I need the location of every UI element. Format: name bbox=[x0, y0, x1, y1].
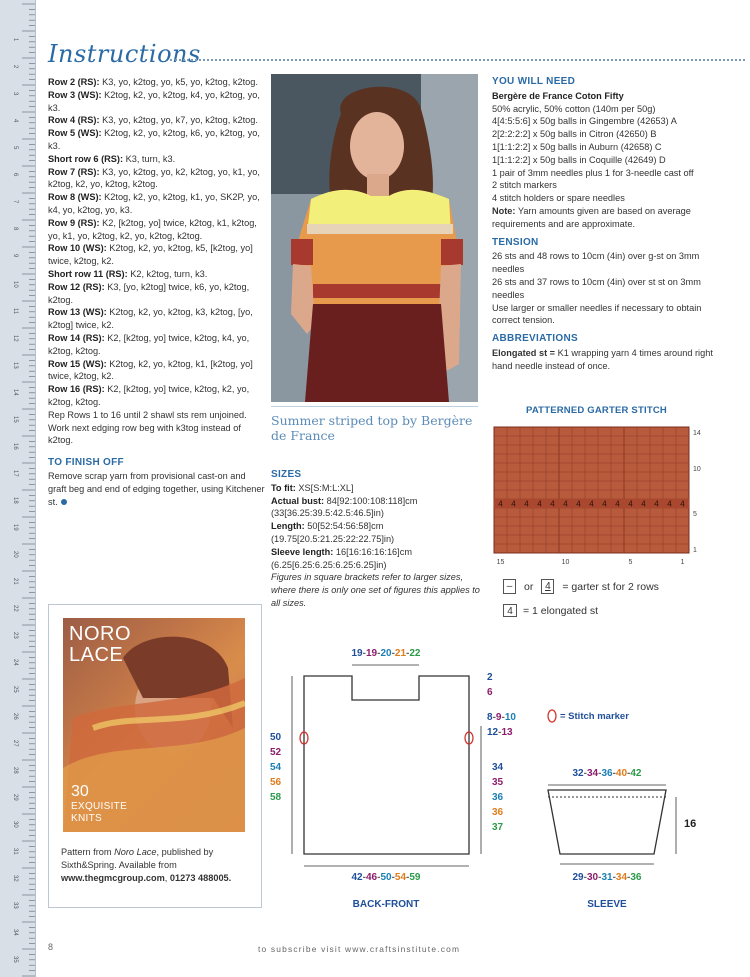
ruler-number: 25 bbox=[12, 686, 18, 693]
measurement-label bbox=[270, 732, 282, 803]
back-front-label: BACK-FRONT bbox=[352, 899, 420, 910]
chart-y-tick: 10 bbox=[693, 466, 701, 473]
footer-text: to subscribe visit www.craftsinstitute.com bbox=[258, 944, 461, 954]
measurement-value: 31 bbox=[601, 872, 613, 883]
ruler-number: 24 bbox=[12, 659, 18, 666]
instruction-row bbox=[48, 76, 266, 89]
row-text: K3, yo, k2tog, yo, k7, yo, k2tog, k2tog. bbox=[102, 115, 258, 126]
chart-cell-symbol: 4 bbox=[667, 499, 672, 509]
marker-legend-text: = Stitch marker bbox=[560, 711, 629, 722]
row-text: K2, k2tog, turn, k3. bbox=[130, 268, 208, 279]
sizes-list bbox=[271, 482, 483, 572]
measurement-value: 21 bbox=[394, 648, 407, 659]
book-title-1: NORO bbox=[69, 623, 131, 645]
abbrev-label: Elongated st = bbox=[492, 347, 556, 358]
measurement-value: 50 bbox=[380, 872, 392, 883]
measurement-value: 35 bbox=[492, 777, 504, 788]
model-illustration bbox=[271, 74, 478, 402]
elongated-symbol-icon: 4 bbox=[503, 604, 517, 617]
row-label: Row 12 (RS): bbox=[48, 281, 105, 292]
measurement-value: 6 bbox=[487, 687, 493, 698]
measurement-label: 42-46-50-54-59 bbox=[351, 872, 421, 883]
materials-column bbox=[492, 76, 714, 373]
photo-caption: Summer striped top by Bergère de France bbox=[271, 413, 473, 443]
size-value: XS[S:M:L:XL] bbox=[298, 482, 354, 493]
note-text: Yarn amounts given are based on average requirements and are approximate. bbox=[492, 205, 691, 229]
ruler-number: 16 bbox=[12, 443, 18, 450]
size-item bbox=[271, 546, 483, 572]
book-phone: 01273 488005. bbox=[169, 872, 232, 883]
measurement-value: 36 bbox=[492, 792, 504, 803]
row-text: K2tog, k2, yo, k2tog, k6, yo, k2tog, yo, k3. bbox=[48, 128, 260, 151]
measurement-value: 19 bbox=[365, 648, 378, 659]
ruler-number: 1 bbox=[12, 38, 18, 42]
chart-title: PATTERNED GARTER STITCH bbox=[526, 405, 667, 416]
chart-legend bbox=[503, 579, 659, 627]
ruler-number: 18 bbox=[12, 497, 18, 504]
chart-cell-symbol: 4 bbox=[615, 499, 620, 509]
measurement-label: 19-19-20-21-22 bbox=[351, 648, 421, 659]
measurement-value: 36 bbox=[601, 768, 613, 779]
row-label: Row 16 (RS): bbox=[48, 384, 105, 395]
measurement-value: 12 bbox=[487, 727, 499, 738]
measurement-value: 9 bbox=[495, 712, 502, 723]
row-text: K2tog, k2, yo, k2tog, k1, [k2tog, yo] twice, k2tog, k2. bbox=[48, 358, 253, 382]
measurement-value: 32 bbox=[572, 768, 584, 779]
measurement-value: 20 bbox=[380, 648, 392, 659]
material-line: 1[1:1:2:2] x 50g balls in Coquille (42649) D bbox=[492, 154, 666, 165]
measurement-label: 8-9-10 bbox=[487, 712, 516, 723]
measurement-value: 50 bbox=[270, 732, 282, 743]
row-label: Row 5 (WS): bbox=[48, 128, 102, 139]
size-label: To fit: bbox=[271, 482, 296, 493]
sleeve-label: SLEEVE bbox=[587, 899, 627, 910]
chart-x-tick: 15 bbox=[496, 559, 505, 566]
measurement-label: 32-34-36-40-42 bbox=[572, 768, 642, 779]
instruction-row bbox=[48, 358, 266, 384]
measurement-value: 8 bbox=[487, 712, 493, 723]
row-label: Row 10 (WS): bbox=[48, 243, 107, 254]
ruler-number: 17 bbox=[12, 470, 18, 477]
row-text: K2tog, k2, yo, k2tog, k1, yo, SK2P, yo, k4, yo, k2tog, yo, k3. bbox=[48, 192, 260, 215]
instructions-column bbox=[48, 76, 266, 508]
material-line: 50% acrylic, 50% cotton (140m per 50g) bbox=[492, 103, 656, 114]
measurement-value: 37 bbox=[492, 822, 504, 833]
end-bullet-icon bbox=[61, 499, 67, 505]
finish-title: TO FINISH OFF bbox=[48, 457, 124, 469]
row-label: Row 4 (RS): bbox=[48, 115, 100, 126]
rows-note: Rep Rows 1 to 16 until 2 shawl sts rem unjoined. Work next edging row beg with k3tog instead of k2tog. bbox=[48, 409, 247, 446]
row-label: Row 9 (RS): bbox=[48, 217, 100, 228]
legend-or: or bbox=[524, 580, 534, 593]
size-item bbox=[271, 520, 483, 546]
measurement-label: 12-13 bbox=[487, 727, 513, 738]
ruler-number: 12 bbox=[12, 335, 18, 342]
legend-elongated bbox=[503, 604, 659, 617]
measurement-value: 34 bbox=[492, 762, 504, 773]
measurement-value: 10 bbox=[504, 712, 516, 723]
ruler-number: 5 bbox=[12, 146, 18, 150]
ruler-number: 32 bbox=[12, 875, 18, 882]
book-cover bbox=[63, 618, 245, 832]
instruction-row bbox=[48, 153, 266, 166]
instruction-row bbox=[48, 166, 266, 192]
legend-garter-text: = garter st for 2 rows bbox=[562, 580, 659, 593]
instruction-row bbox=[48, 89, 266, 115]
row-label: Row 2 (RS): bbox=[48, 77, 100, 87]
size-item bbox=[271, 482, 483, 495]
ruler-number: 34 bbox=[12, 929, 18, 936]
chart-x-tick: 10 bbox=[561, 559, 570, 566]
ruler-number: 14 bbox=[12, 389, 18, 396]
measurement-value: 40 bbox=[615, 768, 628, 779]
tension-title: TENSION bbox=[492, 236, 539, 248]
book-url-link[interactable]: www.thegmcgroup.com bbox=[61, 872, 165, 883]
measurement-label bbox=[492, 762, 504, 833]
ruler-number: 10 bbox=[12, 281, 18, 288]
stitch-marker-legend-icon bbox=[548, 710, 556, 722]
size-item bbox=[271, 495, 483, 521]
row-label: Short row 11 (RS): bbox=[48, 268, 128, 279]
row-label: Row 15 (WS): bbox=[48, 358, 107, 369]
chart-cell-symbol: 4 bbox=[641, 499, 646, 509]
instruction-row bbox=[48, 268, 266, 281]
book-info: Pattern from Noro Lace, published by Sixth&Spring. Available from www.thegmcgroup.com, 01273 488005. bbox=[61, 847, 232, 883]
row-instructions-list bbox=[48, 76, 266, 409]
measurement-value: 42 bbox=[630, 768, 642, 779]
numbered-symbol-icon: 4 bbox=[541, 579, 554, 594]
sizes-section bbox=[271, 469, 483, 610]
book-text-mid: published by Sixth&Spring. Available from bbox=[61, 847, 214, 870]
ruler-number: 6 bbox=[12, 173, 18, 177]
instruction-row bbox=[48, 242, 266, 268]
row-text: K2tog, k2, yo, k2tog, k3, k2tog, [yo, k2tog] twice, k2. bbox=[48, 307, 253, 331]
measurement-value: 56 bbox=[270, 777, 282, 788]
ruler-number: 29 bbox=[12, 794, 18, 801]
measurement-value: 54 bbox=[394, 872, 407, 883]
book-title bbox=[69, 624, 131, 666]
materials-note bbox=[492, 205, 714, 231]
sleeve-outline bbox=[548, 790, 666, 854]
material-line: 2 stitch markers bbox=[492, 180, 557, 191]
row-label: Row 7 (RS): bbox=[48, 166, 100, 177]
ruler-graphic bbox=[0, 0, 36, 977]
note-label: Note: bbox=[492, 205, 516, 216]
chart-cell-symbol: 4 bbox=[563, 499, 568, 509]
yarn-name: Bergère de France Coton Fifty bbox=[492, 90, 624, 101]
ruler-number: 26 bbox=[12, 713, 18, 720]
book-subtitle-1: EXQUISITE bbox=[71, 801, 128, 812]
tension-line: 26 sts and 48 rows to 10cm (4in) over g-st on 3mm needles bbox=[492, 251, 700, 275]
book-subtitle-number: 30 bbox=[71, 783, 89, 800]
sizes-title: SIZES bbox=[271, 469, 302, 480]
caption-rule bbox=[271, 406, 478, 407]
stitch-chart bbox=[492, 425, 707, 580]
book-text-pre: Pattern from bbox=[61, 847, 112, 857]
measurement-value: 59 bbox=[409, 872, 421, 883]
measurement-value: 46 bbox=[365, 872, 378, 883]
row-text: K2, [k2tog, yo] twice, k2tog, k1, k2tog, yo, k1, yo, k2tog, k2, yo, k2tog, k2tog. bbox=[48, 217, 257, 241]
chart-cell-symbol: 4 bbox=[498, 499, 503, 509]
ruler-number: 2 bbox=[12, 65, 18, 69]
ruler-number: 31 bbox=[12, 848, 18, 855]
book-text-title: Noro Lace bbox=[114, 847, 157, 857]
instruction-row bbox=[48, 191, 266, 217]
ruler-number: 13 bbox=[12, 362, 18, 369]
ruler-number: 33 bbox=[12, 902, 18, 909]
row-label: Row 3 (WS): bbox=[48, 89, 102, 100]
material-line: 1[1:1:2:2] x 50g balls in Auburn (42658) C bbox=[492, 141, 662, 152]
row-text: K3, [yo, k2tog] twice, k6, yo, k2tog, k2tog. bbox=[48, 281, 250, 305]
material-line: 1 pair of 3mm needles plus 1 for 3-needle cast off bbox=[492, 167, 694, 178]
chart-x-tick: 1 bbox=[680, 559, 685, 566]
chart-cell-symbol: 4 bbox=[576, 499, 581, 509]
page-number: 8 bbox=[48, 942, 54, 952]
chart-cell-symbol: 4 bbox=[680, 499, 685, 509]
chart-y-tick: 5 bbox=[693, 511, 697, 518]
chart-cell-symbol: 4 bbox=[550, 499, 555, 509]
ruler-number: 11 bbox=[12, 308, 18, 315]
size-value: 50[52:54:56:58]cm (19.75[20.5:21.25:22:22.75]in) bbox=[271, 521, 395, 544]
row-text: K2, [k2tog, yo] twice, k2tog, k2, yo, k2tog, k2tog. bbox=[48, 384, 250, 407]
instruction-row bbox=[48, 127, 266, 153]
size-label: Actual bust: bbox=[271, 495, 325, 506]
tension-line: Use larger or smaller needles if necessary to obtain correct tension. bbox=[492, 302, 702, 326]
abbreviation-elongated bbox=[492, 347, 714, 373]
ruler-number: 22 bbox=[12, 605, 18, 612]
tension-list bbox=[492, 250, 714, 327]
row-text: K3, yo, k2tog, yo, k5, yo, k2tog, k2tog. bbox=[102, 77, 258, 87]
size-label: Sleeve length: bbox=[271, 546, 334, 557]
row-text: K2tog, k2, yo, k2tog, k5, [k2tog, yo] twice, k2tog, k2. bbox=[48, 243, 253, 267]
ruler-number: 4 bbox=[12, 119, 18, 123]
schematic-graphic bbox=[262, 640, 750, 920]
ruler-number: 7 bbox=[12, 200, 18, 204]
measurement-value: 54 bbox=[270, 762, 282, 773]
row-label: Row 8 (WS): bbox=[48, 192, 102, 203]
instruction-row bbox=[48, 281, 266, 307]
chart-cell-symbol: 4 bbox=[654, 499, 659, 509]
ruler-number: 30 bbox=[12, 821, 18, 828]
garment-photo bbox=[271, 74, 478, 402]
measurement-value: 52 bbox=[270, 747, 282, 758]
ruler-number: 28 bbox=[12, 767, 18, 774]
ruler-number: 15 bbox=[12, 416, 18, 423]
row-text: K3, turn, k3. bbox=[125, 153, 176, 164]
chart-y-tick: 14 bbox=[693, 430, 701, 437]
measurement-value: 42 bbox=[351, 872, 363, 883]
materials-list bbox=[492, 103, 714, 205]
sizes-note-text: Figures in square brackets refer to larger sizes, where there is only one set of figures this applies to all sizes. bbox=[271, 572, 480, 608]
measurement-value: 30 bbox=[586, 872, 599, 883]
chart-cell-symbol: 4 bbox=[524, 499, 529, 509]
chart-x-tick: 5 bbox=[628, 559, 633, 566]
instruction-row bbox=[48, 383, 266, 409]
ruler-number: 27 bbox=[12, 740, 18, 747]
tension-line: 26 sts and 37 rows to 10cm (4in) over st st on 3mm needles bbox=[492, 276, 701, 300]
measurement-value: 13 bbox=[501, 727, 513, 738]
ruler-number: 21 bbox=[12, 578, 18, 585]
row-text: K3, yo, k2tog, yo, k2, k2tog, yo, k1, yo, k2tog, k2, yo, k2tog, k2tog. bbox=[48, 166, 260, 190]
measurement-value: 58 bbox=[270, 792, 282, 803]
size-value: 84[92:100:108:118]cm (33[36.25:39.5:42.5:46.5]in) bbox=[271, 495, 418, 519]
sizes-note bbox=[271, 571, 483, 609]
measurement-label bbox=[487, 672, 493, 698]
book-subtitle bbox=[71, 801, 127, 825]
stitch-chart-graphic bbox=[492, 425, 707, 575]
instruction-row bbox=[48, 306, 266, 332]
size-value: 16[16:16:16:16]cm (6.25[6.25:6.25:6.25:6.25]in) bbox=[271, 546, 412, 570]
blank-symbol-icon: – bbox=[503, 579, 516, 594]
abbreviations-title: ABBREVIATIONS bbox=[492, 333, 578, 345]
measurement-value: 34 bbox=[615, 872, 628, 883]
chart-cell-symbol: 4 bbox=[589, 499, 594, 509]
chart-y-tick: 1 bbox=[693, 547, 697, 554]
back-front-outline bbox=[304, 676, 469, 854]
ruler-number: 23 bbox=[12, 632, 18, 639]
row-text: K2tog, k2, yo, k2tog, k4, yo, k2tog, yo, k3. bbox=[48, 89, 260, 113]
legend-garter bbox=[503, 579, 659, 594]
row-label: Short row 6 (RS): bbox=[48, 153, 124, 164]
measurement-value: 36 bbox=[630, 872, 642, 883]
instruction-row bbox=[48, 217, 266, 243]
schematic-diagrams bbox=[262, 640, 750, 925]
finish-text bbox=[48, 470, 266, 508]
heading-dotted-rule bbox=[170, 59, 745, 61]
instruction-row bbox=[48, 332, 266, 358]
you-will-need-title: YOU WILL NEED bbox=[492, 76, 576, 87]
chart-cell-symbol: 4 bbox=[537, 499, 542, 509]
page-heading: Instructions bbox=[48, 40, 201, 68]
measurement-value: 22 bbox=[409, 648, 421, 659]
book-subtitle-2: KNITS bbox=[71, 813, 102, 824]
row-label: Row 14 (RS): bbox=[48, 332, 105, 343]
ruler-number: 20 bbox=[12, 551, 18, 558]
measurement-value: 29 bbox=[572, 872, 584, 883]
instruction-row bbox=[48, 114, 266, 127]
chart-cell-symbol: 4 bbox=[511, 499, 516, 509]
material-line: 4 stitch holders or spare needles bbox=[492, 193, 625, 204]
material-line: 2[2:2:2:2] x 50g balls in Citron (42650) B bbox=[492, 129, 657, 140]
sleeve-length-label: 16 bbox=[684, 818, 697, 830]
measurement-value: 2 bbox=[487, 672, 493, 683]
measurement-label: 29-30-31-34-36 bbox=[572, 872, 642, 883]
ruler-number: 8 bbox=[12, 227, 18, 231]
measurement-value: 19 bbox=[351, 648, 363, 659]
book-title-2: LACE bbox=[69, 644, 124, 666]
abbrev-text: K1 wrapping yarn 4 times around right hand needle instead of once. bbox=[492, 347, 713, 371]
finish-body: Remove scrap yarn from provisional cast-on and graft beg and end of edging together, using Kitchener st. bbox=[48, 470, 265, 507]
book-promo bbox=[48, 604, 262, 908]
size-label: Length: bbox=[271, 521, 305, 532]
measurement-value: 34 bbox=[586, 768, 599, 779]
ruler-number: 19 bbox=[12, 524, 18, 531]
legend-elongated-text: = 1 elongated st bbox=[523, 604, 599, 617]
ruler-number: 9 bbox=[12, 254, 18, 258]
row-text: K2, [k2tog, yo] twice, k2tog, k4, yo, k2tog, k2tog. bbox=[48, 332, 250, 356]
chart-cell-symbol: 4 bbox=[602, 499, 607, 509]
ruler-number: 35 bbox=[12, 956, 18, 963]
chart-cell-symbol: 4 bbox=[628, 499, 633, 509]
side-ruler bbox=[0, 0, 36, 977]
row-label: Row 13 (WS): bbox=[48, 307, 107, 318]
material-line: 4[4:5:5:6] x 50g balls in Gingembre (42653) A bbox=[492, 116, 677, 127]
ruler-number: 3 bbox=[12, 92, 18, 96]
measurement-value: 36 bbox=[492, 807, 504, 818]
